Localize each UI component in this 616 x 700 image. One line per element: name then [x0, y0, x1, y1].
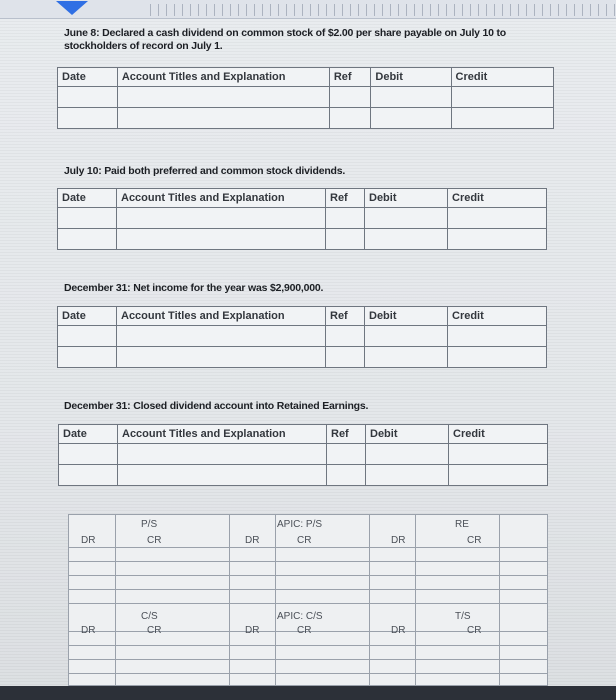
t-accounts-grid: [68, 514, 548, 686]
account-cell[interactable]: [117, 108, 329, 129]
grid-line: [69, 561, 547, 562]
question-july-10: July 10: Paid both preferred and common stock dividends.: [64, 165, 346, 177]
ref-cell[interactable]: [327, 444, 366, 465]
col-account: Account Titles and Explanation: [117, 189, 326, 208]
col-ref: Ref: [327, 425, 366, 444]
date-cell[interactable]: [58, 347, 117, 368]
date-cell[interactable]: [59, 465, 118, 486]
credit-cell[interactable]: [448, 229, 547, 250]
ref-cell[interactable]: [326, 326, 365, 347]
ruler: [150, 4, 616, 16]
question-dec-31-net-income: December 31: Net income for the year was $2,900,000.: [64, 282, 324, 294]
date-cell[interactable]: [58, 326, 117, 347]
col-debit: Debit: [366, 425, 449, 444]
col-debit: Debit: [365, 189, 448, 208]
t-account-dr-apic-cs: DR: [245, 625, 260, 636]
grid-line: [69, 603, 547, 604]
t-account-cr-apic-cs: CR: [297, 625, 312, 636]
col-date: Date: [58, 189, 117, 208]
credit-cell[interactable]: [451, 108, 553, 129]
col-account: Account Titles and Explanation: [117, 68, 329, 87]
t-account-dr-ts: DR: [391, 625, 406, 636]
credit-cell[interactable]: [451, 87, 553, 108]
t-account-title-ps: P/S: [141, 519, 158, 530]
journal-entry-row: [58, 229, 547, 250]
debit-cell[interactable]: [366, 444, 449, 465]
journal-header-row: [58, 307, 547, 326]
journal-entry-row: [58, 326, 547, 347]
ref-cell[interactable]: [329, 108, 371, 129]
grid-line: [275, 515, 276, 685]
debit-cell[interactable]: [371, 108, 451, 129]
grid-line: [69, 659, 547, 660]
col-credit: Credit: [451, 68, 553, 87]
grid-line: [369, 515, 370, 685]
journal-table-june-8: [57, 67, 554, 129]
t-account-title-re: RE: [455, 519, 469, 530]
journal-header-row: [58, 189, 547, 208]
col-date: Date: [59, 425, 118, 444]
grid-line: [69, 575, 547, 576]
col-ref: Ref: [326, 189, 365, 208]
grid-line: [415, 515, 416, 685]
journal-table-dec-31-income: [57, 306, 547, 368]
credit-cell[interactable]: [448, 347, 547, 368]
t-account-cr-re: CR: [467, 535, 482, 546]
credit-cell[interactable]: [448, 326, 547, 347]
t-account-dr-apic-ps: DR: [245, 535, 260, 546]
date-cell[interactable]: [58, 208, 117, 229]
col-account: Account Titles and Explanation: [118, 425, 327, 444]
col-debit: Debit: [365, 307, 448, 326]
account-cell[interactable]: [117, 87, 329, 108]
t-account-title-apic-ps: APIC: P/S: [277, 519, 323, 530]
grid-line: [69, 589, 547, 590]
debit-cell[interactable]: [365, 326, 448, 347]
col-ref: Ref: [329, 68, 371, 87]
t-account-cr-ts: CR: [467, 625, 482, 636]
grid-line: [499, 515, 500, 685]
ref-cell[interactable]: [327, 465, 366, 486]
journal-entry-row: [58, 347, 547, 368]
credit-cell[interactable]: [449, 465, 548, 486]
ref-cell[interactable]: [326, 229, 365, 250]
question-dec-31-close: December 31: Closed dividend account into Retained Earnings.: [64, 400, 369, 412]
grid-line: [69, 673, 547, 674]
grid-line: [69, 547, 547, 548]
col-date: Date: [58, 307, 117, 326]
debit-cell[interactable]: [366, 465, 449, 486]
journal-entry-row: [59, 444, 548, 465]
ref-cell[interactable]: [329, 87, 371, 108]
grid-line: [229, 515, 230, 685]
t-account-cr-cs: CR: [147, 625, 162, 636]
journal-table-july-10: [57, 188, 547, 250]
journal-entry-row: [58, 208, 547, 229]
account-cell[interactable]: [118, 465, 327, 486]
bookmark-marker-icon: [56, 1, 88, 15]
account-cell[interactable]: [118, 444, 327, 465]
t-account-cr-ps: CR: [147, 535, 162, 546]
t-account-title-ts: T/S: [455, 611, 471, 622]
journal-header-row: [58, 68, 554, 87]
toolbar-strip: [0, 0, 616, 19]
account-cell[interactable]: [117, 229, 326, 250]
journal-table-dec-31-close: [58, 424, 548, 486]
t-account-dr-re: DR: [391, 535, 406, 546]
date-cell[interactable]: [58, 229, 117, 250]
date-cell[interactable]: [58, 108, 118, 129]
bottom-bar: [0, 686, 616, 700]
credit-cell[interactable]: [449, 444, 548, 465]
date-cell[interactable]: [59, 444, 118, 465]
journal-entry-row: [59, 465, 548, 486]
credit-cell[interactable]: [448, 208, 547, 229]
col-debit: Debit: [371, 68, 451, 87]
debit-cell[interactable]: [365, 229, 448, 250]
journal-entry-row: [58, 108, 554, 129]
journal-entry-row: [58, 87, 554, 108]
ref-cell[interactable]: [326, 208, 365, 229]
col-date: Date: [58, 68, 118, 87]
t-account-dr-ps: DR: [81, 535, 96, 546]
ref-cell[interactable]: [326, 347, 365, 368]
debit-cell[interactable]: [365, 347, 448, 368]
t-account-title-apic-cs: APIC: C/S: [277, 611, 323, 622]
account-cell[interactable]: [117, 208, 326, 229]
col-credit: Credit: [448, 189, 547, 208]
col-credit: Credit: [449, 425, 548, 444]
debit-cell[interactable]: [371, 87, 451, 108]
grid-line: [115, 515, 116, 685]
debit-cell[interactable]: [365, 208, 448, 229]
t-account-dr-cs: DR: [81, 625, 96, 636]
t-account-title-cs: C/S: [141, 611, 158, 622]
question-june-8: June 8: Declared a cash dividend on common stock of $2.00 per share payable on July 10 to stockholders of record on July 1.: [64, 27, 507, 52]
grid-line: [69, 645, 547, 646]
t-account-cr-apic-ps: CR: [297, 535, 312, 546]
account-cell[interactable]: [117, 347, 326, 368]
col-credit: Credit: [448, 307, 547, 326]
col-ref: Ref: [326, 307, 365, 326]
date-cell[interactable]: [58, 87, 118, 108]
account-cell[interactable]: [117, 326, 326, 347]
col-account: Account Titles and Explanation: [117, 307, 326, 326]
journal-header-row: [59, 425, 548, 444]
